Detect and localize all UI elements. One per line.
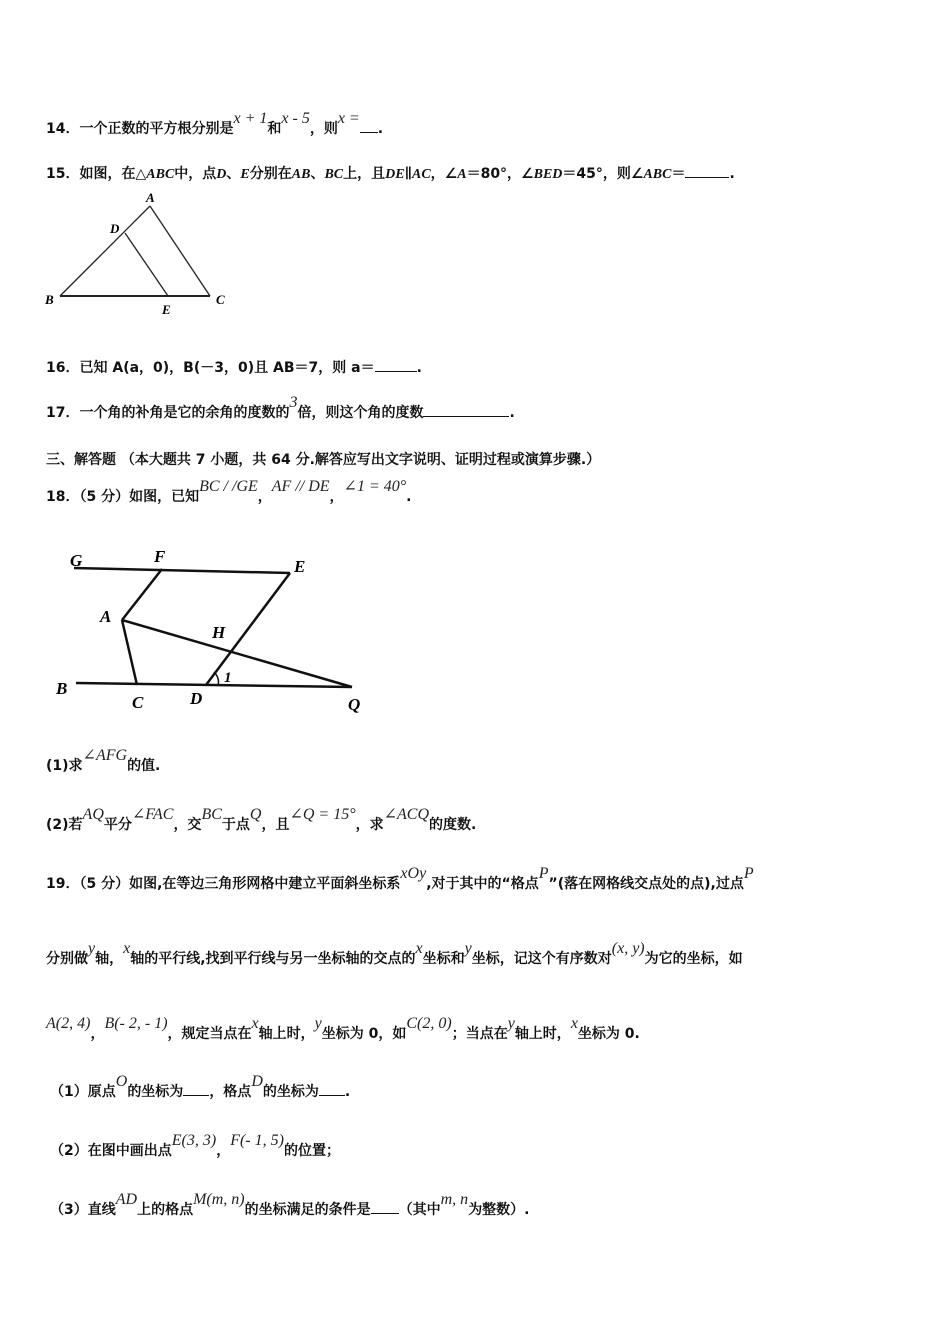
- answer-blank[interactable]: [360, 120, 378, 133]
- segment-de: [125, 233, 168, 296]
- label-b: B: [45, 292, 54, 307]
- answer-blank[interactable]: [319, 1083, 345, 1096]
- answer-blank[interactable]: [423, 404, 509, 417]
- math-bc-parallel-ge: BC / /GE: [199, 478, 258, 495]
- label-d: D: [110, 221, 120, 236]
- answer-blank[interactable]: [183, 1083, 209, 1096]
- math-x-plus-1: x + 1: [233, 110, 268, 127]
- math-x-minus-5: x - 5: [281, 110, 310, 127]
- answer-blank[interactable]: [685, 165, 729, 178]
- question-17: 17．一个角的补角是它的余角的度数的3倍，则这个角的度数 .: [46, 394, 515, 421]
- question-14: 14．一个正数的平方根分别是x + 1和x - 5，则x =.: [46, 110, 384, 137]
- answer-blank[interactable]: [371, 1201, 399, 1214]
- segment-ac: [122, 620, 137, 685]
- answer-blank[interactable]: [375, 359, 417, 372]
- segment-fa: [122, 569, 162, 620]
- question-19-part-1: （1）原点O的坐标为 ，格点D的坐标为 .: [50, 1073, 351, 1100]
- label-b: B: [56, 679, 68, 698]
- question-19: 19．（5 分）如图,在等边三角形网格中建立平面斜坐标系xOy,对于其中的“格点P”(落在网格线交点处的点),过点P: [46, 865, 754, 892]
- math-3: 3: [289, 394, 298, 411]
- line-bq: [76, 683, 352, 687]
- label-c: C: [132, 693, 144, 712]
- math-angle-1: ∠1 = 40°: [343, 478, 407, 495]
- question-18-part-2: (2)若AQ平分∠FAC，交BC于点Q，且∠Q = 15°，求∠ACQ的度数.: [46, 806, 477, 833]
- label-c: C: [216, 292, 225, 307]
- label-f: F: [154, 547, 166, 566]
- question-15: 15．如图，在△ABC中，点D、E分别在AB、BC上，且DE∥AC，∠A＝80°，∠BED＝45°，则∠ABC＝ .: [46, 166, 735, 182]
- question-19-part-2: （2）在图中画出点E(3, 3)，F(- 1, 5)的位置；: [50, 1132, 340, 1159]
- question-19-line-3: A(2, 4)，B(- 2, - 1)，规定当点在x轴上时，y坐标为 0，如C(2, 0)；当点在y轴上时，x坐标为 0.: [46, 1015, 640, 1042]
- math-angle-afg: ∠AFG: [82, 747, 128, 764]
- question-18-part-1: (1)求∠AFG的值.: [46, 747, 161, 774]
- math-af-parallel-de: AF // DE: [271, 478, 330, 495]
- label-q: Q: [348, 695, 361, 714]
- label-1: 1: [224, 670, 232, 686]
- segment-aq: [122, 620, 352, 687]
- question-16: 16．已知 A(a，0)，B(－3，0)且 AB＝7，则 a＝ .: [46, 360, 422, 376]
- label-h: H: [212, 623, 226, 642]
- question-18: 18．（5 分）如图，已知BC / /GE，AF // DE，∠1 = 40°.: [46, 478, 412, 505]
- label-e: E: [294, 557, 306, 576]
- question-19-part-3: （3）直线AD上的格点M(m, n)的坐标满足的条件是 （其中m, n为整数）.: [50, 1191, 530, 1218]
- figure-parallel-lines: [50, 538, 390, 718]
- math-x-equals: x =: [337, 110, 360, 127]
- label-d: D: [190, 689, 203, 708]
- label-a: A: [100, 607, 112, 626]
- question-19-line-2: 分别做y轴，x轴的平行线,找到平行线与另一坐标轴的交点的x坐标和y坐标，记这个有序数对(x, y)为它的坐标，如: [46, 940, 743, 967]
- label-g: G: [70, 551, 83, 570]
- label-e: E: [162, 302, 171, 317]
- figure-triangle-abc: [40, 188, 240, 320]
- section-heading: 三、解答题 （本大题共 7 小题，共 64 分.解答应写出文字说明、证明过程或演算步骤.）: [46, 452, 601, 468]
- line-ge: [74, 568, 290, 573]
- label-a: A: [146, 190, 155, 205]
